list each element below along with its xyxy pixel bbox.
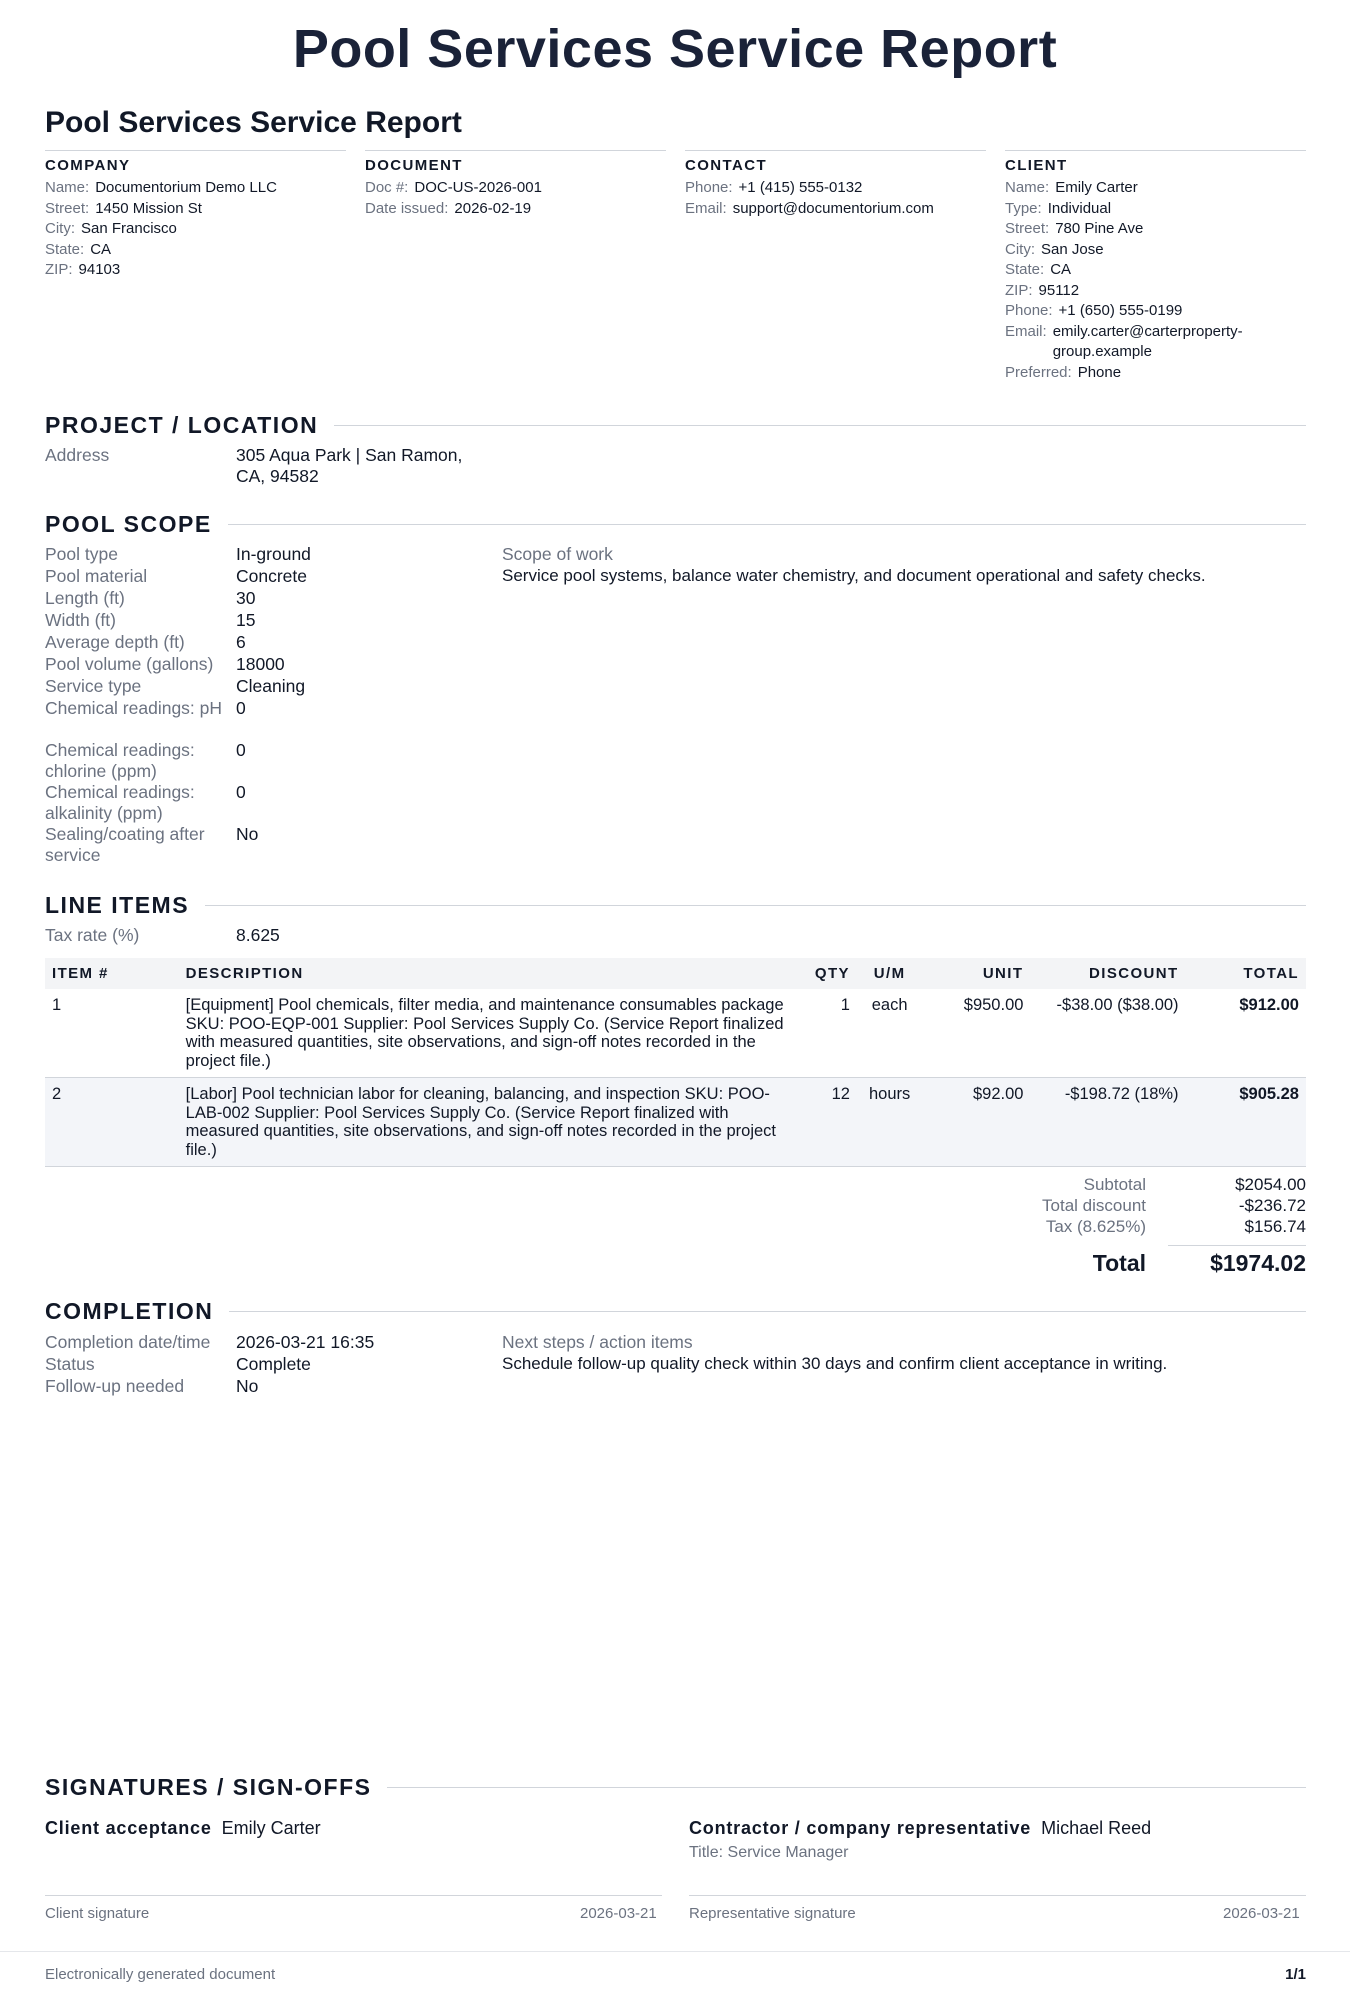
pool-field <box>45 566 525 587</box>
field-key: Name: <box>1005 179 1050 196</box>
field-value: 8.625 <box>236 925 280 945</box>
client-heading: CLIENT <box>1005 157 1068 174</box>
field-value: 18000 <box>236 654 285 674</box>
section-heading: SIGNATURES / SIGN-OFFS <box>45 1774 372 1800</box>
field-key: Street: <box>45 199 90 217</box>
field-label: Chemical readings: chlorine (ppm) <box>45 740 195 781</box>
field-value: Cleaning <box>236 676 306 696</box>
field-label: Length (ft) <box>45 588 125 608</box>
cell-unit: $92.00 <box>972 1085 1024 1103</box>
field-label: Tax rate (%) <box>45 925 140 945</box>
cell-um: hours <box>869 1085 911 1103</box>
tax-rate-field <box>45 925 525 946</box>
rep-role-label: Contractor / company representative <box>689 1818 1032 1838</box>
field-value: 0 <box>236 782 246 802</box>
signatures-section-header <box>45 1774 1306 1801</box>
completion-field <box>45 1354 525 1375</box>
field-label: Follow-up needed <box>45 1376 185 1396</box>
pool-field <box>45 544 525 565</box>
page-title: Pool Services Service Report <box>292 19 1058 79</box>
footer-note: Electronically generated document <box>45 1966 276 1983</box>
field-key: Type: <box>1005 199 1042 217</box>
pool-field <box>45 676 525 697</box>
subtotal-value: $2054.00 <box>1235 1175 1306 1194</box>
section-rule <box>228 524 1306 525</box>
pool-field <box>45 654 525 675</box>
cell-um: each <box>871 996 908 1014</box>
field-value: Phone <box>1077 363 1122 381</box>
field-value: San Francisco <box>81 220 177 237</box>
field-value: CA <box>1050 261 1072 278</box>
pool-field <box>45 782 525 824</box>
field-label: Sealing/coating after service <box>45 824 205 865</box>
field-key: City: <box>45 220 75 237</box>
cell-discount: -$198.72 (18%) <box>1064 1085 1179 1103</box>
field-value: 94103 <box>78 261 121 278</box>
pool-field <box>45 588 525 609</box>
field-key: Doc #: <box>365 179 409 196</box>
completion-section-header <box>45 1298 1306 1325</box>
field-value: +1 (650) 555-0199 <box>1058 302 1183 319</box>
column-header: DISCOUNT <box>1089 965 1179 982</box>
client-row <box>1005 178 1306 199</box>
company-block <box>45 150 346 383</box>
company-row <box>45 240 346 261</box>
pool-field <box>45 824 525 866</box>
field-value: 2026-03-21 16:35 <box>236 1332 375 1352</box>
contact-heading: CONTACT <box>685 157 768 174</box>
document-row <box>365 199 666 220</box>
pool-field <box>45 740 525 782</box>
field-value: No <box>236 1376 259 1396</box>
field-label: Pool volume (gallons) <box>45 654 214 674</box>
field-key: Email: <box>1005 322 1047 340</box>
field-key: Email: <box>685 199 727 217</box>
column-header: ITEM # <box>52 965 109 982</box>
cell-qty: 12 <box>831 1085 850 1103</box>
client-block <box>1005 150 1306 383</box>
column-header: QTY <box>814 965 850 982</box>
client-signature-label: Client signature <box>45 1905 150 1922</box>
client-signature-date: 2026-03-21 <box>580 1905 657 1922</box>
client-email-value: emily.carter@carterproperty-group.example <box>1052 322 1243 360</box>
client-row <box>1005 281 1306 302</box>
line-items-section-header <box>45 892 1306 919</box>
client-row <box>1005 219 1306 240</box>
section-heading: COMPLETION <box>45 1298 214 1324</box>
field-value: 30 <box>236 588 256 608</box>
cell-total: $905.28 <box>1239 1085 1299 1103</box>
field-key: State: <box>1005 261 1045 278</box>
field-key: City: <box>1005 240 1035 258</box>
address-field <box>45 445 525 489</box>
subtotal-label: Subtotal <box>1083 1175 1146 1194</box>
total-value: $1974.02 <box>1210 1250 1306 1276</box>
client-row <box>1005 322 1306 363</box>
discount-label: Total discount <box>1042 1196 1146 1215</box>
field-value: 0 <box>236 698 246 718</box>
field-label: Pool material <box>45 566 148 586</box>
total-label: Total <box>1092 1250 1146 1276</box>
client-name: Emily Carter <box>221 1818 321 1838</box>
rep-name: Michael Reed <box>1041 1818 1152 1838</box>
field-value: Complete <box>236 1354 311 1374</box>
column-header: TOTAL <box>1243 965 1299 982</box>
table-row <box>45 989 1306 1078</box>
field-label: Address <box>45 445 110 465</box>
header-info <box>45 150 1306 383</box>
field-label: Chemical readings: pH <box>45 698 223 718</box>
section-heading: PROJECT / LOCATION <box>45 412 319 438</box>
client-row <box>1005 363 1306 384</box>
client-acceptance <box>45 1818 321 1839</box>
tax-row <box>950 1216 1306 1237</box>
discount-value: -$236.72 <box>1238 1196 1306 1215</box>
company-row <box>45 260 346 281</box>
field-label: Width (ft) <box>45 610 116 630</box>
field-value: 780 Pine Ave <box>1055 220 1144 237</box>
grand-total-row <box>950 1250 1306 1277</box>
document-block <box>365 150 666 383</box>
cell-description: [Labor] Pool technician labor for cleaning, balancing, and inspection SKU: POO-LAB-002 Supplier: Pool Services Supply Co. (Service Report finalized with measured quantities, site observations, and sign-off notes recorded in the project file.) <box>185 1085 777 1159</box>
client-row <box>1005 240 1306 261</box>
cell-unit: $950.00 <box>963 996 1024 1014</box>
company-row <box>45 199 346 220</box>
discount-row <box>950 1195 1306 1216</box>
next-steps-text: Schedule follow-up quality check within 30 days and confirm client acceptance in writing. <box>502 1354 1168 1373</box>
field-value: 305 Aqua Park | San Ramon, CA, 94582 <box>236 445 463 486</box>
field-value: 15 <box>236 610 256 630</box>
client-row <box>1005 260 1306 281</box>
client-signature-line <box>45 1895 662 1896</box>
table-header-row <box>45 958 1306 989</box>
field-value: No <box>236 824 259 844</box>
section-rule <box>205 905 1306 906</box>
document-heading: DOCUMENT <box>365 157 463 174</box>
rep-title: Title: Service Manager <box>689 1844 849 1861</box>
contact-row <box>685 178 986 199</box>
field-value: Concrete <box>236 566 308 586</box>
report-subtitle: Pool Services Service Report <box>45 106 462 139</box>
project-section-header <box>45 412 1306 439</box>
field-key: Preferred: <box>1005 363 1072 381</box>
field-label: Status <box>45 1354 95 1374</box>
field-key: ZIP: <box>45 261 73 278</box>
section-rule <box>387 1787 1306 1788</box>
cell-total: $912.00 <box>1239 996 1299 1014</box>
section-heading: POOL SCOPE <box>45 511 212 537</box>
field-label: Pool type <box>45 544 118 564</box>
field-key: Date issued: <box>365 199 449 217</box>
field-value: +1 (415) 555-0132 <box>738 179 863 196</box>
field-value: 0 <box>236 740 246 760</box>
scope-of-work-label: Scope of work <box>502 544 613 564</box>
field-key: Street: <box>1005 220 1050 237</box>
pool-field <box>45 632 525 653</box>
rep-signature-date: 2026-03-21 <box>1223 1905 1300 1922</box>
document-row <box>365 178 666 199</box>
pool-field <box>45 698 525 740</box>
field-key: Phone: <box>1005 302 1053 319</box>
cell-item: 1 <box>52 996 62 1014</box>
cell-qty: 1 <box>840 996 850 1014</box>
footer-divider <box>0 1951 1350 1952</box>
field-value: support@documentorium.com <box>732 199 934 217</box>
field-value: Documentorium Demo LLC <box>95 179 277 196</box>
section-heading: LINE ITEMS <box>45 892 190 918</box>
field-value: San Jose <box>1041 240 1104 258</box>
cell-discount: -$38.00 ($38.00) <box>1056 996 1179 1014</box>
tax-value: $156.74 <box>1244 1217 1306 1236</box>
client-role-label: Client acceptance <box>45 1818 212 1838</box>
completion-field <box>45 1332 525 1353</box>
rep-signature-line <box>689 1895 1306 1896</box>
completion-field <box>45 1376 525 1397</box>
contact-row <box>685 199 986 220</box>
field-label: Chemical readings: alkalinity (ppm) <box>45 782 195 823</box>
field-value: DOC-US-2026-001 <box>414 179 542 196</box>
contact-block <box>685 150 986 383</box>
line-items-table <box>45 958 1306 1167</box>
tax-label: Tax (8.625%) <box>1045 1217 1146 1236</box>
field-key: ZIP: <box>1005 281 1033 299</box>
table-row <box>45 1078 1306 1167</box>
pool-field <box>45 610 525 631</box>
representative-acceptance <box>689 1818 1151 1839</box>
client-row <box>1005 199 1306 220</box>
field-key: Phone: <box>685 179 733 196</box>
scope-of-work-text: Service pool systems, balance water chemistry, and document operational and safety checks. <box>502 566 1206 585</box>
field-value: 6 <box>236 632 246 652</box>
total-divider <box>1168 1245 1306 1246</box>
field-value: CA <box>90 240 112 258</box>
field-value: 2026-02-19 <box>454 199 532 217</box>
company-row <box>45 219 346 240</box>
next-steps-label: Next steps / action items <box>502 1332 693 1352</box>
cell-description: [Equipment] Pool chemicals, filter media, and maintenance consumables package SKU: POO-EQP-001 Supplier: Pool Services Supply Co. (Service Report finalized with measured quantities, site observations, and sign-off notes recorded in the project file.) <box>185 996 784 1070</box>
column-header: UNIT <box>982 965 1024 982</box>
field-key: Name: <box>45 179 90 196</box>
field-label: Service type <box>45 676 142 696</box>
field-value: Emily Carter <box>1055 179 1138 196</box>
field-label: Completion date/time <box>45 1332 211 1352</box>
section-rule <box>334 425 1306 426</box>
client-row <box>1005 301 1306 322</box>
company-heading: COMPANY <box>45 157 131 174</box>
column-header: DESCRIPTION <box>185 965 304 982</box>
field-label: Average depth (ft) <box>45 632 185 652</box>
company-row <box>45 178 346 199</box>
pool-scope-section-header <box>45 511 1306 538</box>
field-value: Individual <box>1047 199 1112 217</box>
subtotal-row <box>950 1174 1306 1195</box>
field-value: 1450 Mission St <box>95 199 202 217</box>
section-rule <box>229 1311 1306 1312</box>
totals-block <box>950 1174 1306 1277</box>
rep-signature-label: Representative signature <box>689 1905 856 1922</box>
field-value: In-ground <box>236 544 311 564</box>
field-key: State: <box>45 240 85 258</box>
column-header: U/M <box>873 965 906 982</box>
field-value: 95112 <box>1038 281 1080 299</box>
cell-item: 2 <box>52 1085 62 1103</box>
page-number: 1/1 <box>1285 1966 1306 1983</box>
